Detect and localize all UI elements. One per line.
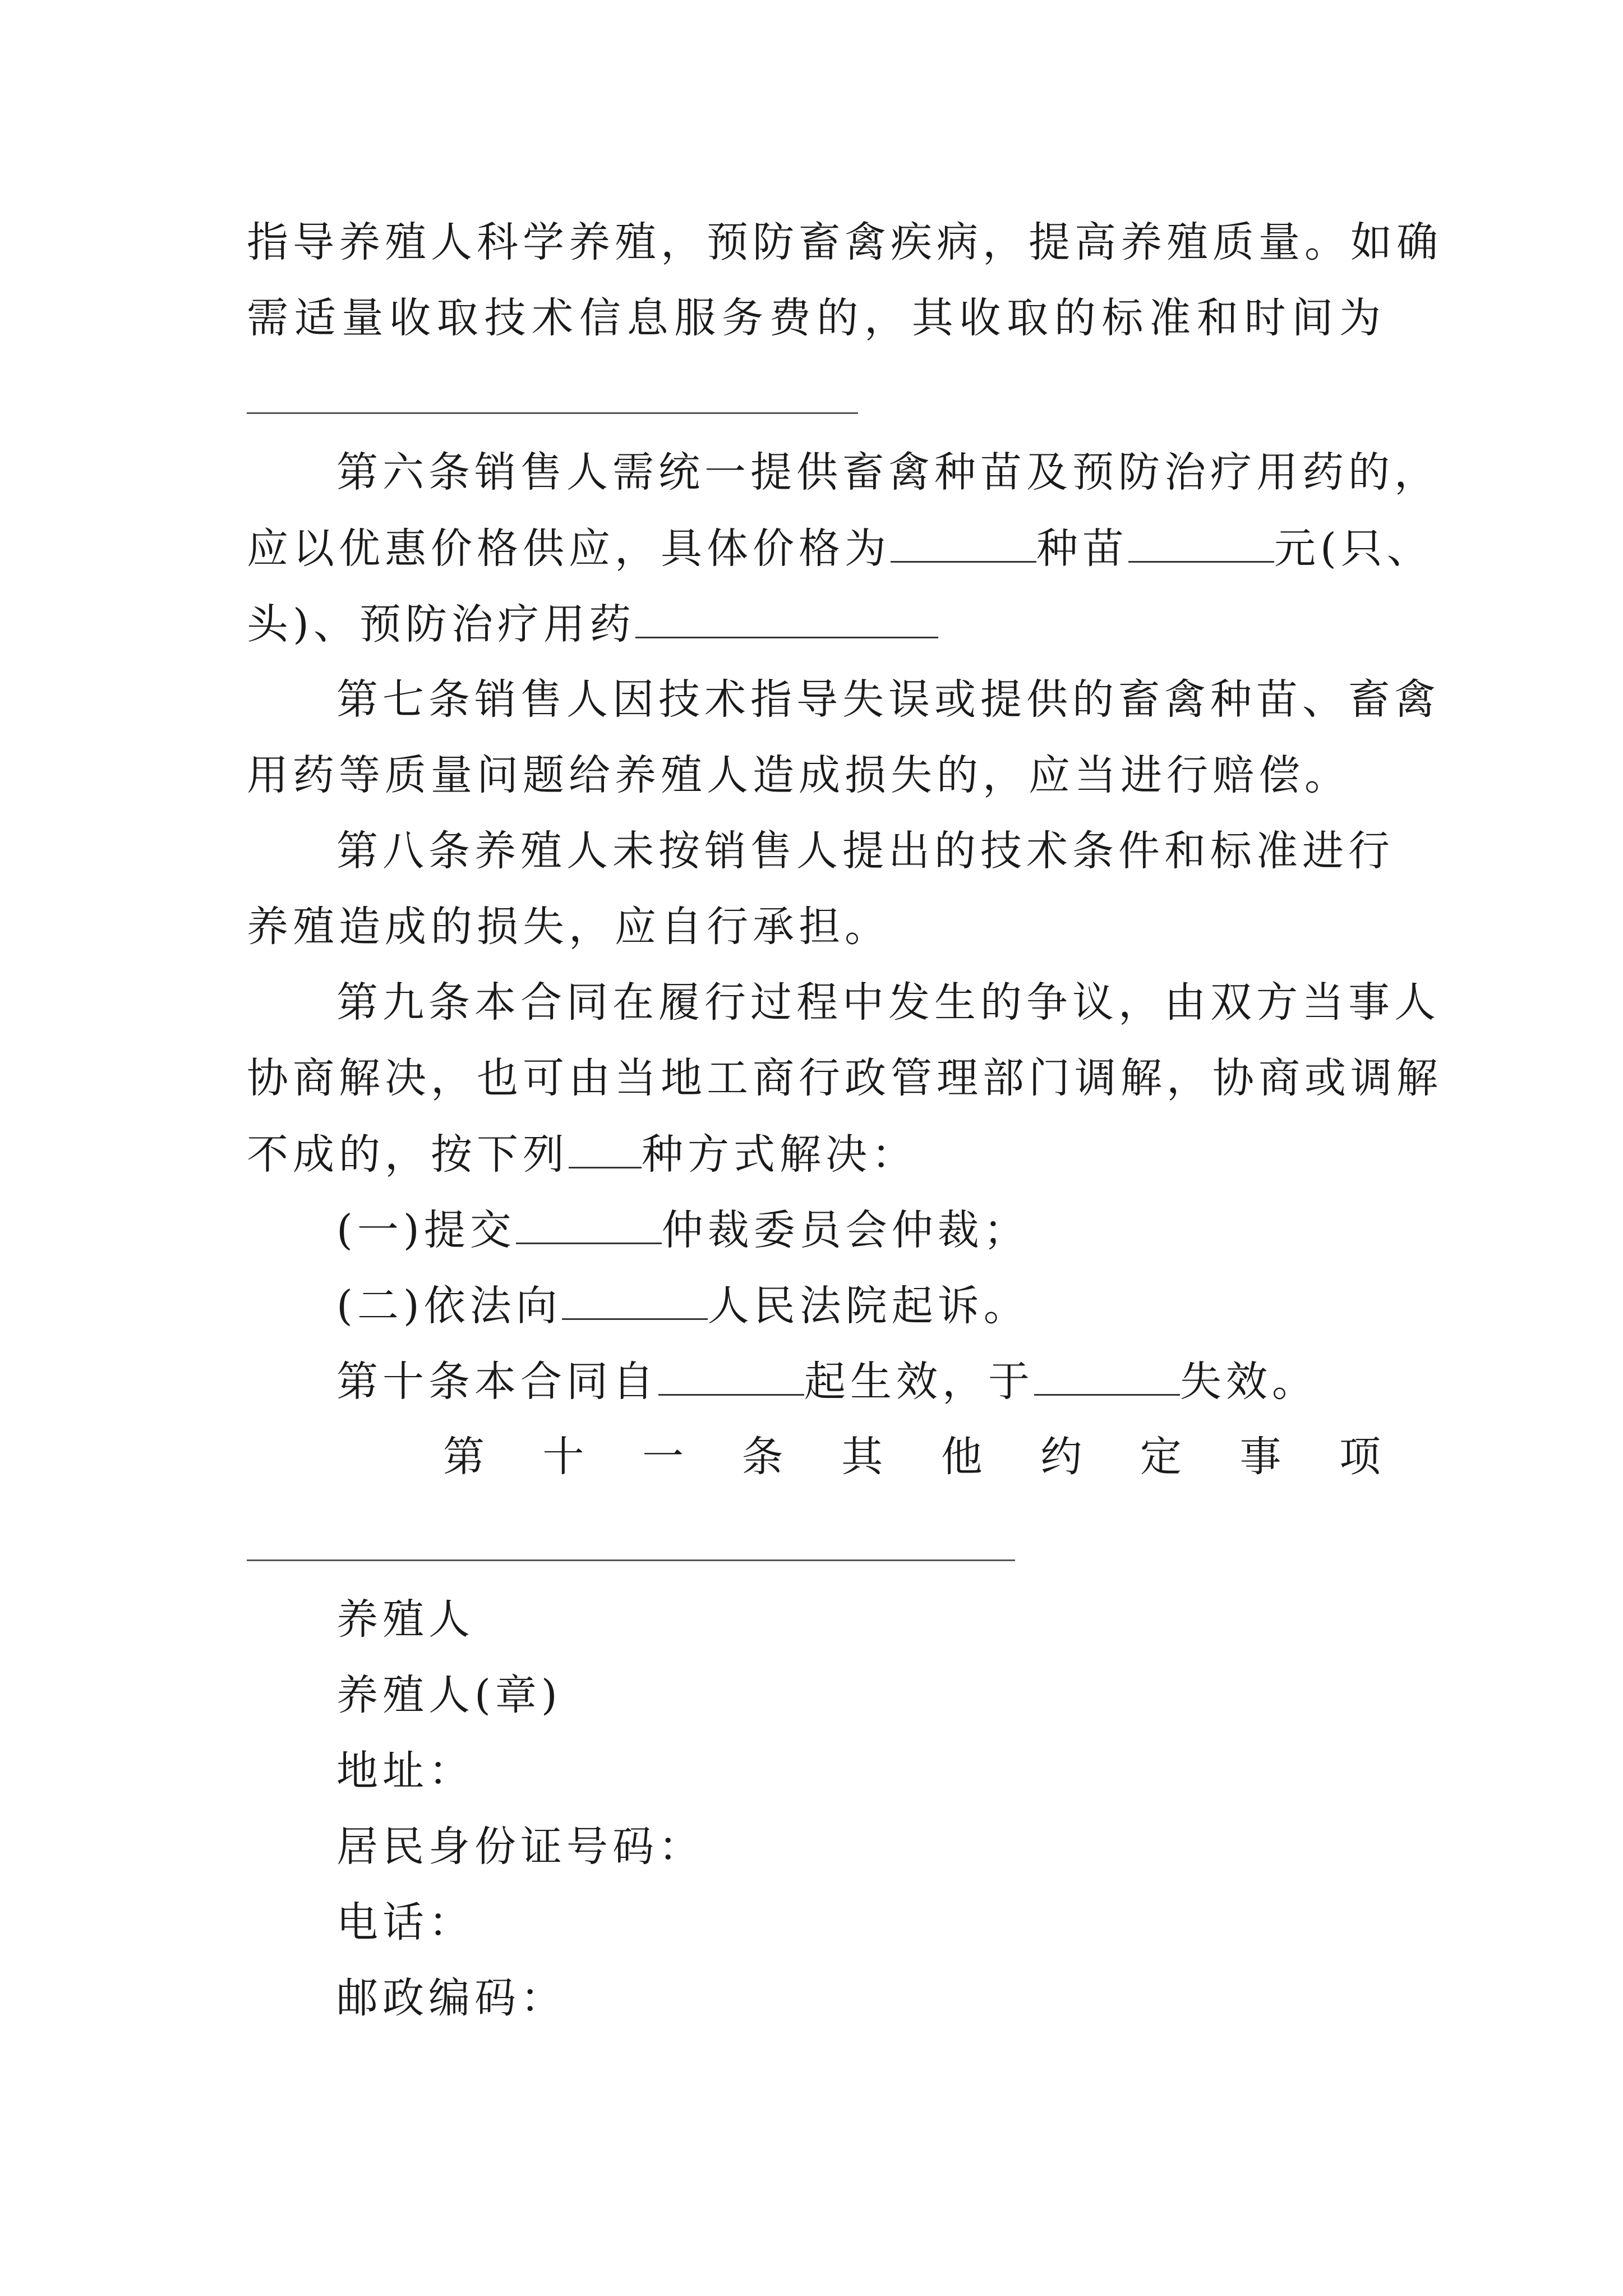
article-6-line-1: 第六条销售人需统一提供畜禽种苗及预防治疗用药的，	[336, 448, 1440, 496]
fill-in-line	[247, 1559, 1015, 1561]
price-blank	[891, 527, 1036, 563]
effective-date-blank	[658, 1360, 804, 1396]
expiry-date-blank	[1034, 1360, 1180, 1396]
article-7-line-1: 第七条销售人因技术指导失误或提供的畜禽种苗、畜禽	[336, 675, 1440, 724]
court-blank	[562, 1285, 708, 1320]
article-6-line-2: 应以优惠价格供应，具体价格为 种苗 元(只、	[247, 524, 1433, 573]
seedling-price-blank	[1128, 527, 1274, 563]
signature-id-number: 居民身份证号码：	[336, 1823, 704, 1871]
article-9-line-1: 第九条本合同在履行过程中发生的争议，由双方当事人	[336, 978, 1440, 1027]
signature-address: 地址：	[336, 1747, 474, 1795]
article-7-line-2: 用药等质量问题给养殖人造成损失的，应当进行赔偿。	[247, 751, 1350, 799]
arbitration-blank	[516, 1209, 662, 1244]
medicine-price-blank	[635, 603, 938, 638]
signature-party: 养殖人	[336, 1595, 474, 1644]
article-6-line-3: 头)、预防治疗用药	[247, 603, 938, 645]
article-8-line-2: 养殖造成的损失，应自行承担。	[247, 903, 891, 951]
article-11: 第十一条其他约定事项	[443, 1433, 1385, 1481]
signature-postcode: 邮政编码：	[336, 1974, 566, 2022]
article-8-line-1: 第八条养殖人未按销售人提出的技术条件和标准进行	[336, 827, 1394, 875]
method-blank	[569, 1133, 642, 1168]
option-2: (二)依法向 人民法院起诉。	[336, 1282, 1030, 1330]
paragraph-line: 需适量收取技术信息服务费的，其收取的标准和时间为	[247, 294, 1385, 342]
article-10: 第十条本合同自 起生效，于 失效。	[336, 1358, 1318, 1406]
article-9-line-3: 不成的，按下列 种方式解决：	[247, 1130, 917, 1179]
paragraph-line: 指导养殖人科学养殖，预防畜禽疾病，提高养殖质量。如确	[247, 218, 1442, 266]
fill-in-line	[247, 412, 858, 414]
signature-phone: 电话：	[336, 1898, 474, 1947]
article-9-line-2: 协商解决，也可由当地工商行政管理部门调解，协商或调解	[247, 1054, 1442, 1102]
option-1: (一)提交 仲裁委员会仲裁；	[336, 1206, 1030, 1254]
signature-seal: 养殖人(章)	[336, 1671, 562, 1719]
